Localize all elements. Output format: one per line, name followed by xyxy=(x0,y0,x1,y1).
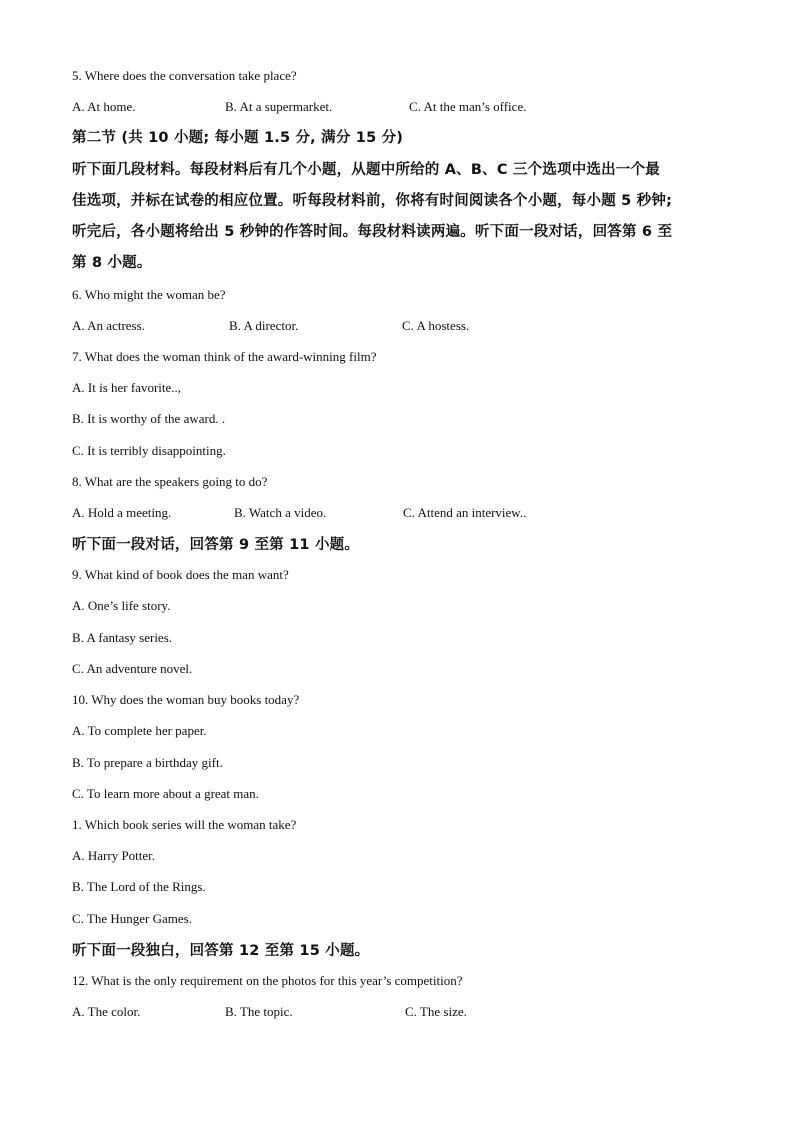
instructions-line-2: 佳选项，并标在试卷的相应位置。听每段材料前，你将有时间阅读各个小题，每小题 5 秒钟; xyxy=(72,193,673,209)
option-c: C. A hostess. xyxy=(402,318,470,333)
option-a: A. An actress. xyxy=(72,318,145,333)
option-a: A. The color. xyxy=(72,1004,141,1019)
question-12-options xyxy=(0,1004,794,1020)
question-10-option-c: C. To learn more about a great man. xyxy=(72,786,259,801)
question-6-options xyxy=(0,318,794,334)
instructions-line-4: 第 8 小题。 xyxy=(72,255,152,271)
section-heading: 第二节 (共 10 小题; 每小题 1.5 分, 满分 15 分) xyxy=(72,130,404,146)
question-7-option-b: B. It is worthy of the award. . xyxy=(72,411,226,426)
monologue-heading: 听下面一段独白，回答第 12 至第 15 小题。 xyxy=(72,943,370,959)
question-5-stem: 5. Where does the conversation take place? xyxy=(72,68,297,83)
question-9-option-a: A. One’s life story. xyxy=(72,598,171,613)
question-10-stem: 10. Why does the woman buy books today? xyxy=(72,692,300,707)
question-11-option-c: C. The Hunger Games. xyxy=(72,911,192,926)
question-10-option-a: A. To complete her paper. xyxy=(72,723,207,738)
question-11-option-b: B. The Lord of the Rings. xyxy=(72,879,206,894)
question-7-option-a: A. It is her favorite.., xyxy=(72,380,182,395)
question-8-stem: 8. What are the speakers going to do? xyxy=(72,474,268,489)
option-b: B. At a supermarket. xyxy=(225,99,333,114)
option-b: B. A director. xyxy=(229,318,299,333)
question-9-stem: 9. What kind of book does the man want? xyxy=(72,567,289,582)
dialog-heading: 听下面一段对话，回答第 9 至第 11 小题。 xyxy=(72,537,360,553)
option-c: C. At the man’s office. xyxy=(409,99,527,114)
question-11-option-a: A. Harry Potter. xyxy=(72,848,156,863)
question-12-stem: 12. What is the only requirement on the photos for this year’s competition? xyxy=(72,973,463,988)
option-c: C. Attend an interview.. xyxy=(403,505,527,520)
instructions-line-1: 听下面几段材料。每段材料后有几个小题，从题中所给的 A、B、C 三个选项中选出一个最 xyxy=(72,162,660,178)
option-b: B. The topic. xyxy=(225,1004,293,1019)
option-b: B. Watch a video. xyxy=(234,505,327,520)
question-9-option-b: B. A fantasy series. xyxy=(72,630,173,645)
question-7-option-c: C. It is terribly disappointing. xyxy=(72,443,226,458)
instructions-line-3: 听完后，各小题将给出 5 秒钟的作答时间。每段材料读两遍。听下面一段对话，回答第 6 至 xyxy=(72,224,673,240)
question-11-stem: 1. Which book series will the woman take? xyxy=(72,817,297,832)
question-8-options xyxy=(0,505,794,521)
question-10-option-b: B. To prepare a birthday gift. xyxy=(72,755,223,770)
question-7-stem: 7. What does the woman think of the award-winning film? xyxy=(72,349,377,364)
option-c: C. The size. xyxy=(405,1004,467,1019)
option-a: A. At home. xyxy=(72,99,136,114)
question-6-stem: 6. Who might the woman be? xyxy=(72,287,226,302)
option-a: A. Hold a meeting. xyxy=(72,505,172,520)
question-9-option-c: C. An adventure novel. xyxy=(72,661,193,676)
question-5-options xyxy=(0,99,794,115)
